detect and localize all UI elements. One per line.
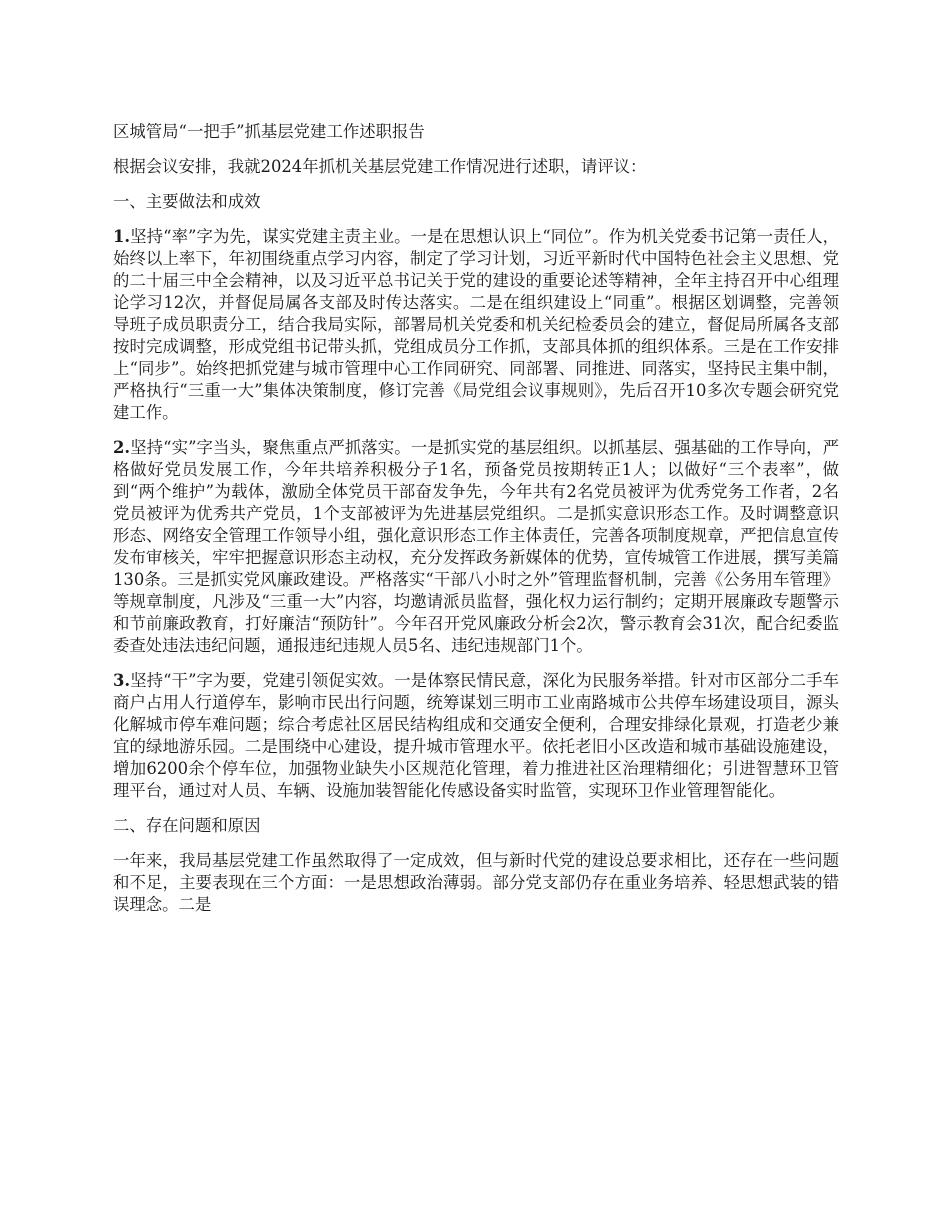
item-3-text: 坚持“干”字为要，党建引领促实效。一是体察民情民意，深化为民服务举措。针对市区部分二手车商户占用人行道停车，影响市民出行问题，统筹谋划三明市工业南路城市公共停车场建设项目，源头化解城市停车难问题；综合考虑社区居民结构组成和交通安全便利，合理安排绿化景观，打造老少兼宜的绿地游乐园。二是围绕中心建设，提升城市管理水平。依托老旧小区改造和城市基础设施建设，增加6200余个停车位，加强物业缺失小区规范化管理，着力推进社区治理精细化；引进智慧环卫管理平台，通过对人员、车辆、设施加装智能化传感设备实时监管，实现环卫作业管理智能化。 xyxy=(113,671,839,800)
item-1-text: 坚持“率”字为先，谋实党建主责主业。一是在思想认识上“同位”。作为机关党委书记第一责任人，始终以上率下，年初围绕重点学习内容，制定了学习计划，习近平新时代中国特色社会主义思想、党的二十届三中全会精神，以及习近平总书记关于党的建设的重要论述等精神，全年主持召开中心组理论学习12次，并督促局属各支部及时传达落实。二是在组织建设上“同重”。根据区划调整，完善领导班子成员职责分工，结合我局实际，部署局机关党委和机关纪检委员会的建立，督促局所属各支部按时完成调整，形成党组书记带头抓，党组成员分工作抓，支部具体抓的组织体系。三是在工作安排上“同步”。始终把抓党建与城市管理中心工作同研究、同部署、同推进、同落实，坚持民主集中制，严格执行“三重一大”集体决策制度，修订完善《局党组会议事规则》，先后召开10多次专题会研究党建工作。 xyxy=(113,227,839,422)
item-1-number: 1. xyxy=(113,227,131,246)
section-1-item-1 xyxy=(113,226,839,424)
section-1-item-2 xyxy=(113,437,839,657)
item-3-number: 3. xyxy=(113,671,131,690)
item-2-text: 坚持“实”字当头，聚焦重点严抓落实。一是抓实党的基层组织。以抓基层、强基础的工作导向，严格做好党员发展工作，今年共培养积极分子1名，预备党员按期转正1人；以做好“三个表率”，做到“两个维护”为载体，激励全体党员干部奋发争先，今年共有2名党员被评为优秀党务工作者，2名党员被评为优秀共产党员，1个支部被评为先进基层党组织。二是抓实意识形态工作。及时调整意识形态、网络安全管理工作领导小组，强化意识形态工作主体责任，完善各项制度规章，严把信息宣传发布审核关，牢牢把握意识形态主动权，充分发挥政务新媒体的优势，宣传城管工作进展，撰写美篇130条。三是抓实党风廉政建设。严格落实“干部八小时之外”管理监督机制，完善《公务用车管理》等规章制度，凡涉及“三重一大”内容，均邀请派员监督，强化权力运行制约；定期开展廉政专题警示和节前廉政教育，打好廉洁“预防针”。今年召开党风廉政分析会2次，警示教育会31次，配合纪委监委查处违法违纪问题，通报违纪违规人员5名、违纪违规部门1个。 xyxy=(113,438,839,655)
section-1-item-3 xyxy=(113,670,839,802)
document-body xyxy=(113,121,839,929)
section-1-heading: 一、主要做法和成效 xyxy=(113,192,261,211)
section-2-paragraph: 一年来，我局基层党建工作虽然取得了一定成效，但与新时代党的建设总要求相比，还存在一些问题和不足，主要表现在三个方面：一是思想政治薄弱。部分党支部仍存在重业务培养、轻思想武装的错误理念。二是 xyxy=(113,851,839,914)
item-2-number: 2. xyxy=(113,438,131,457)
intro-paragraph: 根据会议安排，我就2024年抓机关基层党建工作情况进行述职，请评议： xyxy=(113,157,647,176)
section-2-heading: 二、存在问题和原因 xyxy=(113,816,261,835)
document-title: 区城管局“一把手”抓基层党建工作述职报告 xyxy=(113,122,425,141)
